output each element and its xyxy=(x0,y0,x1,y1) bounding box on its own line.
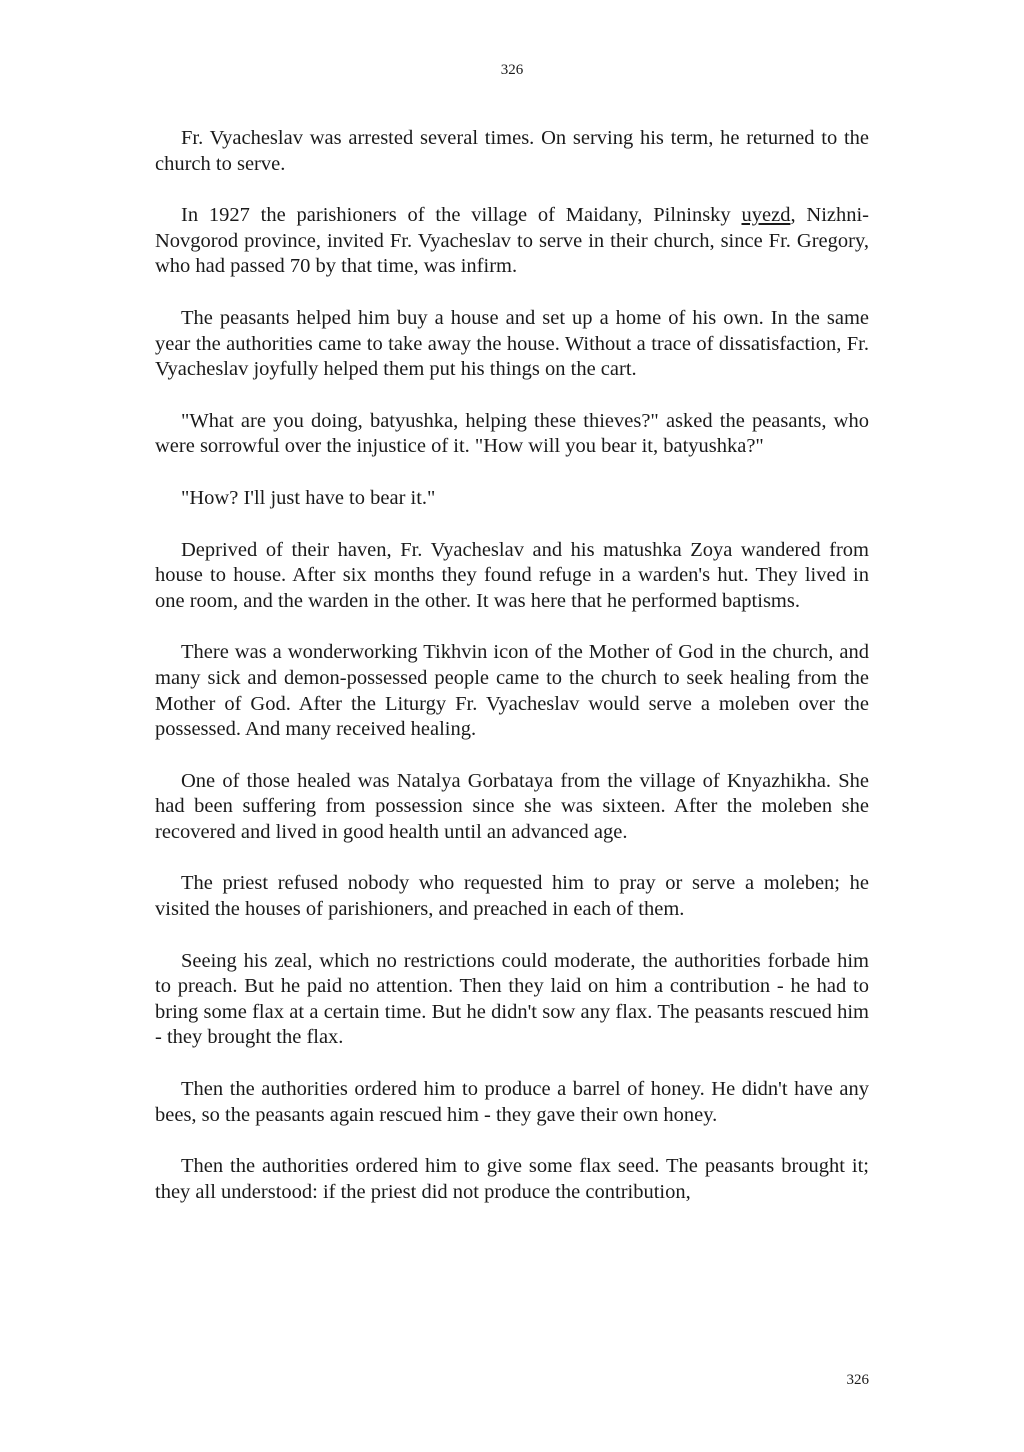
paragraph-6: Deprived of their haven, Fr. Vyacheslav and his matushka Zoya wandered from house to house. After six months they found refuge in a warden's hut. They lived in one room, and the warden in the other. It was here that he performed baptisms. xyxy=(155,538,869,612)
paragraph-2-text-after: , Nizhni-Novgorod province, invited Fr. Vyacheslav to serve in their church, since Fr. Gregory, who had passed 70 by that time, was infirm. xyxy=(155,204,870,278)
paragraph-5: "How? I'll just have to bear it." xyxy=(181,486,436,509)
paragraph-12: Then the authorities ordered him to give some flax seed. The peasants brought it; they all understood: if the priest did not produce the contribution, xyxy=(155,1155,869,1203)
paragraph-2-text-before: In 1927 the parishioners of the village of Maidany, Pilninsky xyxy=(181,204,742,227)
page-number-bottom: 326 xyxy=(846,1372,869,1388)
underlined-term-uyezd: uyezd xyxy=(741,204,791,227)
paragraph-3: The peasants helped him buy a house and set up a home of his own. In the same year the authorities came to take away the house. Without a trace of dissatisfaction, Fr. Vyacheslav joyfully helped them put his things on the cart. xyxy=(155,306,869,381)
paragraph-7: There was a wonderworking Tikhvin icon of the Mother of God in the church, and many sick and demon-possessed people came to the church to seek healing from the Mother of God. After the Liturgy Fr. Vyacheslav would serve a moleben over the possessed. And many received healing. xyxy=(155,641,869,741)
paragraph-4: "What are you doing, batyushka, helping these thieves?" asked the peasants, who were sorrowful over the injustice of it. "How will you bear it, batyushka?" xyxy=(155,409,869,458)
body-text xyxy=(155,126,869,1231)
paragraph-11: Then the authorities ordered him to produce a barrel of honey. He didn't have any bees, so the peasants again rescued him - they gave their own honey. xyxy=(155,1078,869,1126)
paragraph-1: Fr. Vyacheslav was arrested several times. On serving his term, he returned to the church to serve. xyxy=(155,127,869,175)
paragraph-2 xyxy=(155,203,869,280)
paragraph-9: The priest refused nobody who requested him to pray or serve a moleben; he visited the houses of parishioners, and preached in each of them. xyxy=(155,872,869,921)
page-number-top: 326 xyxy=(500,62,524,78)
paragraph-10: Seeing his zeal, which no restrictions could moderate, the authorities forbade him to preach. But he paid no attention. Then they laid on him a contribution - he had to bring some flax at a certain time. But he didn't sow any flax. The peasants rescued him - they brought the flax. xyxy=(155,949,869,1049)
paragraph-8: One of those healed was Natalya Gorbataya from the village of Knyazhikha. She had been suffering from possession since she was sixteen. After the moleben she recovered and lived in good health until an advanced age. xyxy=(155,769,869,843)
